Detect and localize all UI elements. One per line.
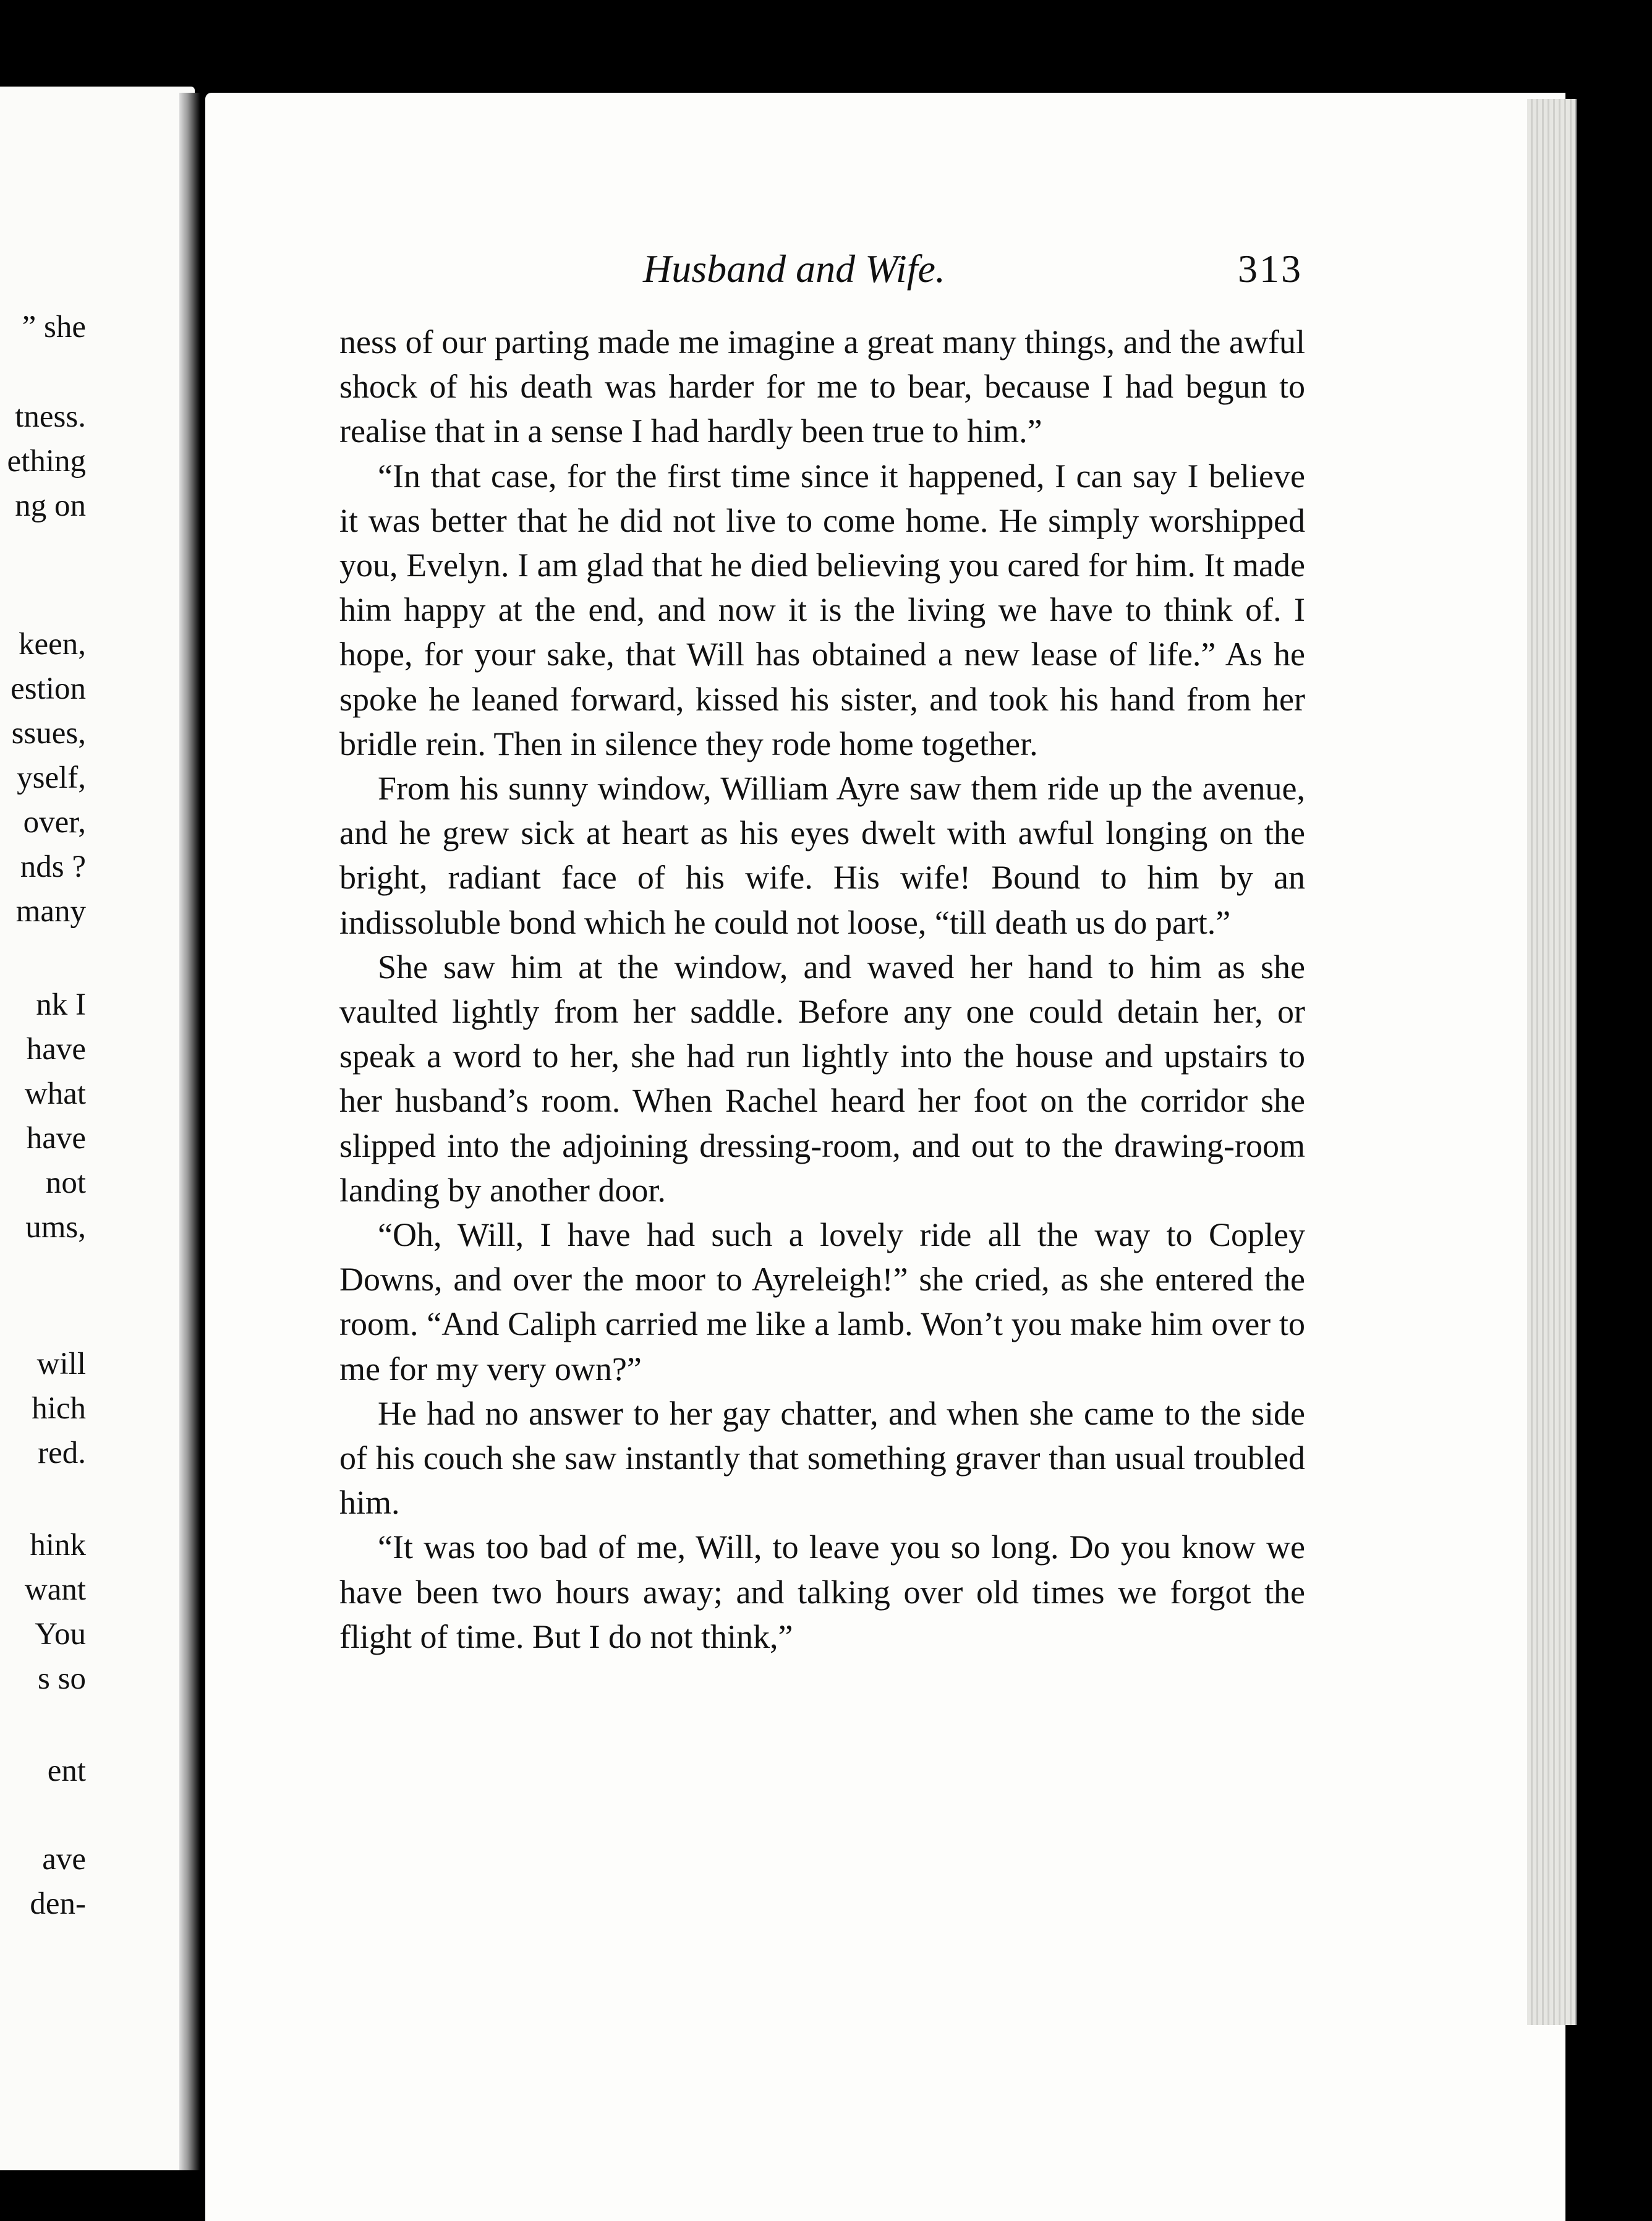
paragraph: “It was too bad of me, Will, to leave you so long. Do you know we have been two hours away; and talking over old times we forgot the flight of time. But I do not think,”: [339, 1528, 1305, 1655]
left-page-fragment: will: [36, 1347, 86, 1381]
paragraph: From his sunny window, William Ayre saw them ride up the avenue, and he grew sick at heart as his eyes dwelt with awful longing on the bright, radiant face of his wife. His wife! Bound to him by an indissoluble bond which he could not loose, “till death us do part.”: [339, 770, 1305, 941]
left-page-fragment: not: [45, 1166, 86, 1200]
body-text: [339, 320, 1305, 1659]
left-page-fragment: want: [24, 1572, 86, 1607]
paragraph: She saw him at the window, and waved her hand to him as she vaulted lightly from her saddle. Before any one could detain her, or speak a word to her, she had run lightly into the house and upstairs to her husband’s room. When Rachel heard her foot on the corridor she slipped into the adjoining dressing-room, and out to the drawing-room landing by another door.: [339, 948, 1305, 1209]
paragraph: He had no answer to her gay chatter, and when she came to the side of his couch she saw instantly that something graver than usual troubled him.: [339, 1394, 1305, 1522]
left-page-fragment: nk I: [36, 987, 86, 1022]
left-page-fragment: ssues,: [11, 716, 86, 751]
left-page-fragment: have: [26, 1121, 86, 1156]
left-page-fragment: ums,: [25, 1210, 86, 1245]
running-head: Husband and Wife.: [643, 247, 945, 291]
left-page-fragment: many: [15, 894, 86, 929]
left-page-fragment: ng on: [15, 488, 86, 523]
left-page-fragment: s so: [38, 1661, 86, 1696]
left-page-fragment: den-: [30, 1886, 86, 1921]
left-page-fragment: estion: [11, 671, 86, 706]
page-number: 313: [1238, 247, 1303, 291]
left-page-fragment: hich: [32, 1391, 86, 1426]
left-page-fragment: ent: [47, 1754, 86, 1788]
left-page-fragment: ave: [42, 1842, 86, 1877]
left-page-fragment: have: [26, 1032, 86, 1067]
left-page-fragment: over,: [23, 805, 86, 840]
left-page-fragment: hink: [30, 1528, 86, 1562]
left-page-fragment: yself,: [17, 761, 86, 795]
paragraph: ness of our parting made me imagine a great many things, and the awful shock of his death was harder for me to bear, because I had begun to realise that in a sense I had hardly been true to him.”: [339, 323, 1305, 450]
left-page-fragment: ” she: [22, 310, 86, 344]
left-page-fragment: red.: [38, 1436, 86, 1470]
left-page-fragment: ething: [7, 444, 86, 479]
left-page-fragment: keen,: [18, 627, 86, 662]
left-page-fragment: You: [35, 1617, 86, 1652]
left-page-fragment: nds ?: [20, 850, 86, 884]
page-edges: [1527, 99, 1577, 2025]
left-facing-page: [0, 87, 195, 2170]
left-page-fragment: tness.: [15, 399, 86, 434]
book-spine-shadow: [179, 93, 200, 2170]
paragraph: “Oh, Will, I have had such a lovely ride all the way to Copley Downs, and over the moor to Ayreleigh!” she cried, as she entered the room. “And Caliph carried me like a lamb. Won’t you make him over to me for my very own?”: [339, 1216, 1305, 1388]
left-page-fragment: what: [24, 1076, 86, 1111]
paragraph: “In that case, for the first time since it happened, I can say I believe it was better that he did not live to come home. He simply worshipped you, Evelyn. I am glad that he died believing you cared for him. It made him happy at the end, and now it is the living we have to think of. I hope, for your sake, that Will has obtained a new lease of life.” As he spoke he leaned forward, kissed his sister, and took his hand from her bridle rein. Then in silence they rode home together.: [339, 457, 1305, 762]
